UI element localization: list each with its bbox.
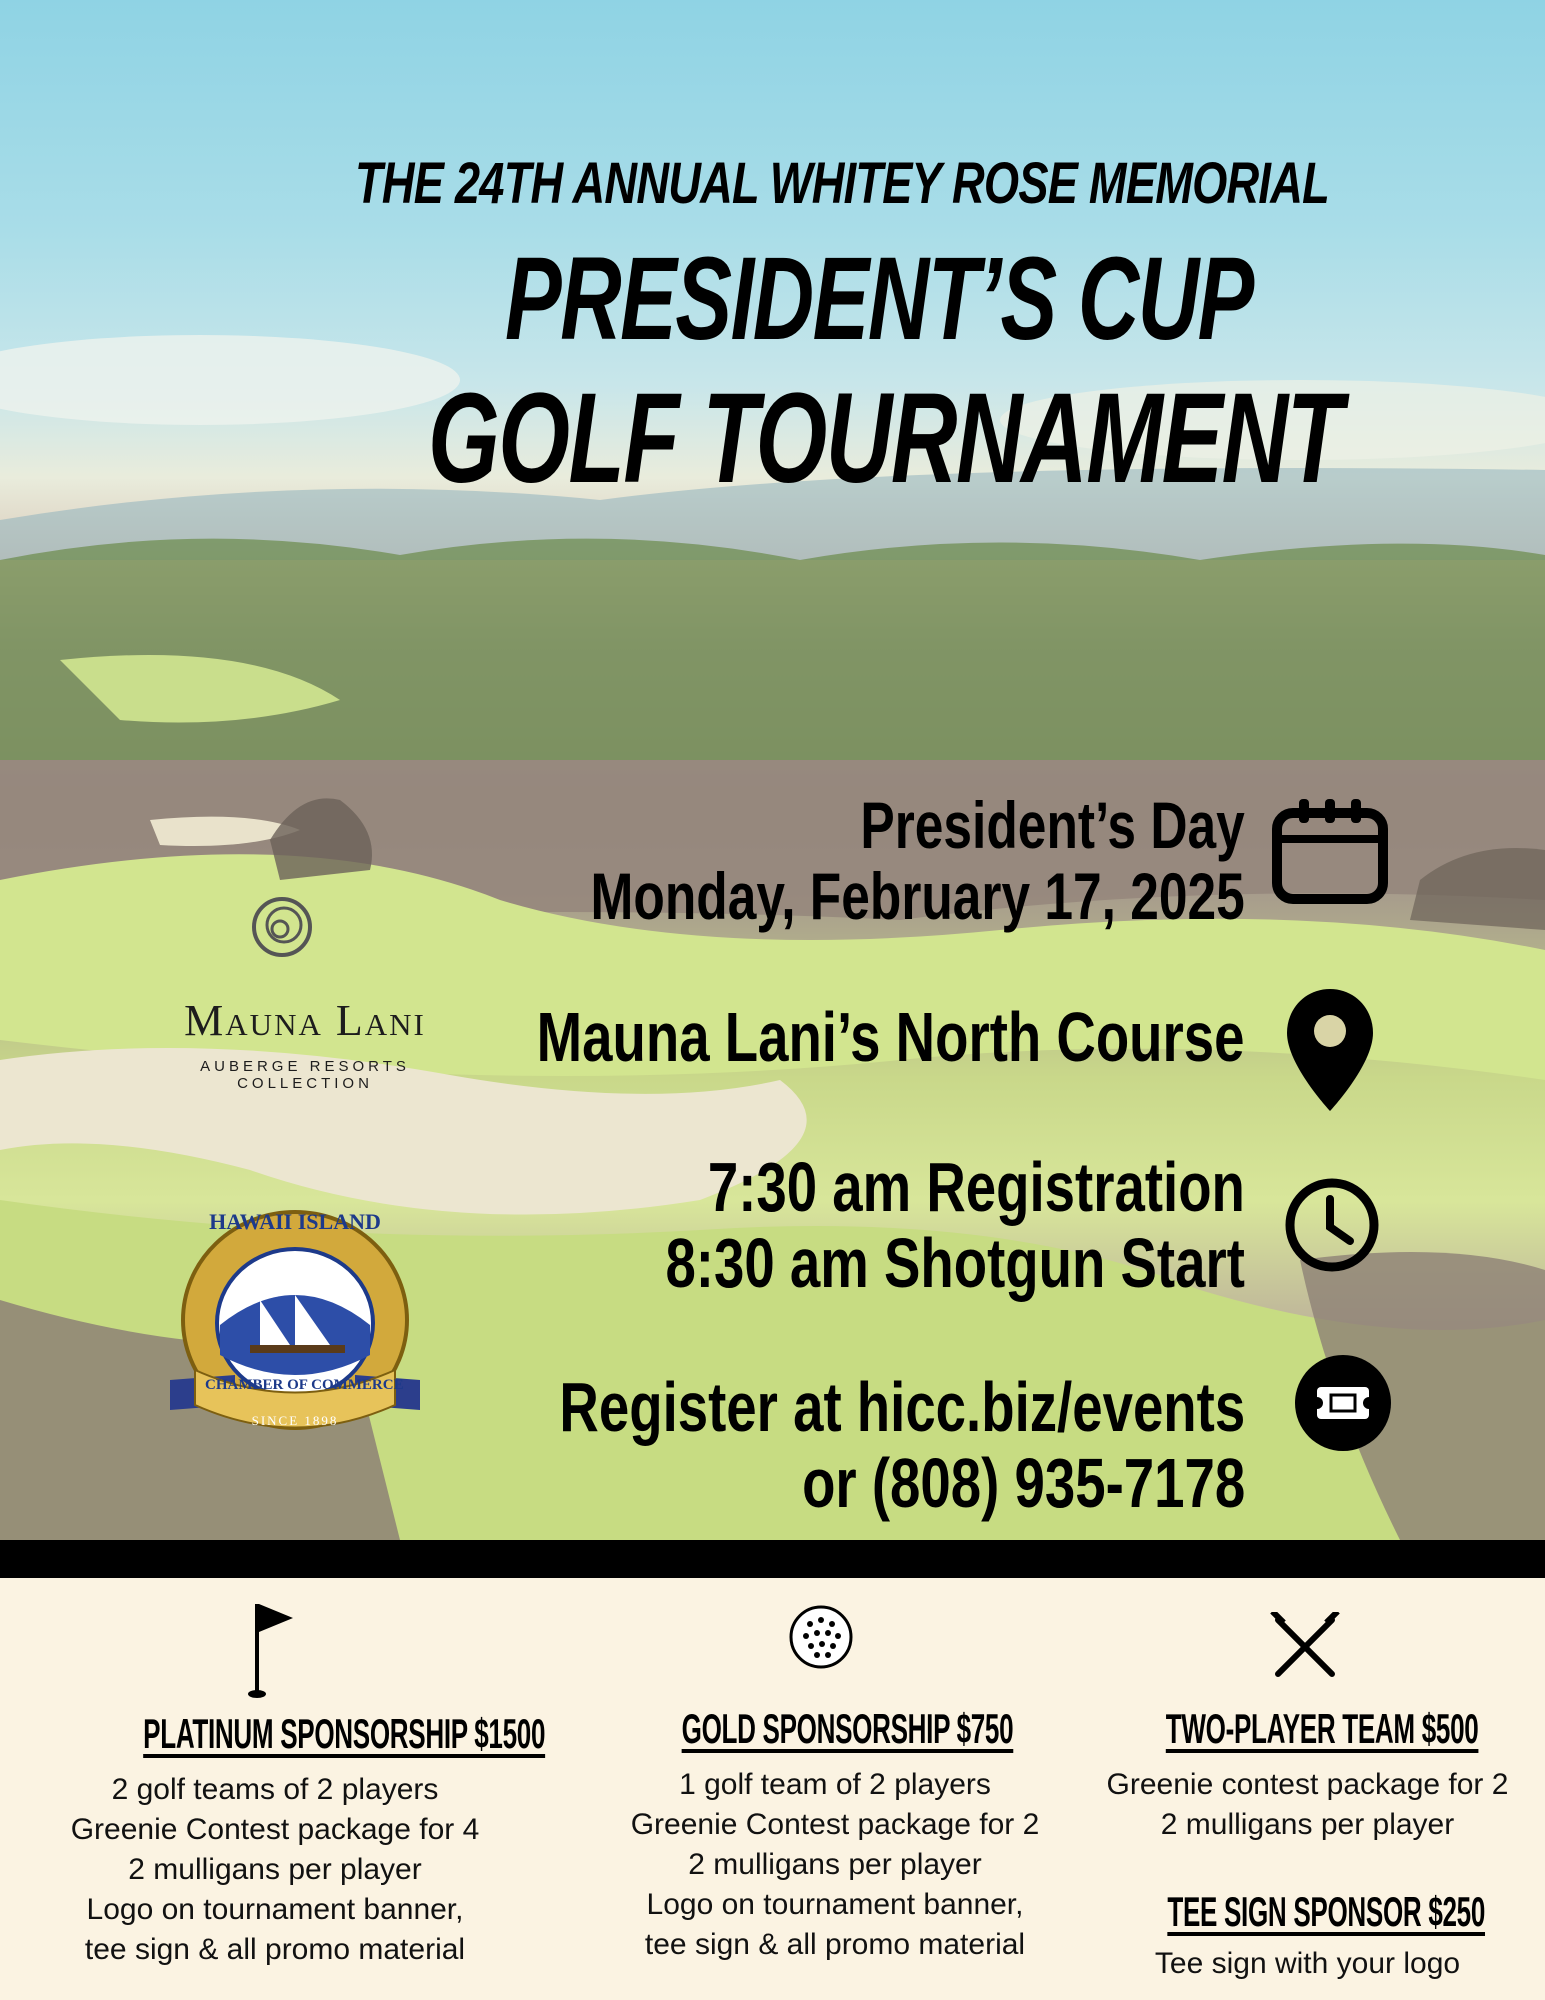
team-title: TWO-PLAYER TEAM $500: [1165, 1705, 1479, 1752]
tee-sign-sponsor: [1070, 1888, 1545, 1984]
tee-title: TEE SIGN SPONSOR $250: [1167, 1888, 1486, 1935]
team-line: 2 mulligans per player: [1160, 1808, 1455, 1841]
event-title-line2: GOLF TOURNAMENT: [428, 367, 1342, 510]
date-full: Monday, February 17, 2025: [590, 859, 1245, 934]
register-phone[interactable]: or (808) 935-7178: [801, 1443, 1245, 1522]
chamber-of-commerce-logo: [165, 1205, 425, 1445]
tee-line: Tee sign with your logo: [1154, 1947, 1461, 1980]
platinum-line: Greenie Contest package for 4: [70, 1813, 480, 1846]
event-subtitle: THE 24TH ANNUAL WHITEY ROSE MEMORIAL: [355, 151, 1329, 216]
clock-icon: [1272, 1165, 1392, 1285]
course-name: Mauna Lani’s North Course: [537, 998, 1245, 1076]
golf-flag-icon: [245, 1600, 295, 1705]
register-block: [559, 1370, 1245, 1521]
crossed-tees-icon: [1270, 1612, 1340, 1687]
gold-line: Greenie Contest package for 2: [630, 1808, 1040, 1841]
time-block: [666, 1150, 1245, 1301]
gold-line: 2 mulligans per player: [688, 1848, 982, 1881]
mauna-lani-logo: [135, 995, 475, 1092]
gold-title: GOLD SPONSORSHIP $750: [681, 1705, 1014, 1752]
mauna-lani-name: Mauna Lani: [184, 996, 426, 1045]
two-player-team: [1070, 1705, 1545, 1845]
registration-time: 7:30 am Registration: [707, 1148, 1245, 1226]
platinum-line: Logo on tournament banner,: [86, 1893, 464, 1926]
date-holiday: President’s Day: [860, 788, 1245, 862]
platinum-line: 2 golf teams of 2 players: [111, 1773, 439, 1806]
date-block: [591, 790, 1245, 933]
platinum-sponsorship: [20, 1710, 546, 1970]
location-block: [537, 1000, 1245, 1076]
ticket-icon: [1283, 1343, 1403, 1463]
gold-line: 1 golf team of 2 players: [679, 1768, 991, 1801]
gold-line: Logo on tournament banner,: [646, 1888, 1024, 1921]
team-line: Greenie contest package for 2: [1106, 1768, 1509, 1801]
divider-band: [0, 1540, 1545, 1578]
event-title-line1: PRESIDENT’S CUP: [505, 233, 1253, 365]
shotgun-start-time: 8:30 am Shotgun Start: [665, 1223, 1245, 1302]
register-link[interactable]: Register at hicc.biz/events: [559, 1368, 1245, 1446]
gold-line: tee sign & all promo material: [644, 1928, 1026, 1961]
platinum-line: tee sign & all promo material: [84, 1933, 466, 1966]
platinum-line: 2 mulligans per player: [128, 1853, 422, 1886]
chamber-top-text: HAWAII ISLAND: [209, 1209, 381, 1234]
chamber-ribbon-text: CHAMBER OF COMMERCE: [205, 1377, 404, 1393]
chamber-since-text: SINCE 1898: [251, 1413, 339, 1428]
platinum-title: PLATINUM SPONSORSHIP $1500: [143, 1710, 546, 1757]
location-pin-icon: [1270, 985, 1390, 1115]
mauna-lani-logo-swirl: [250, 895, 314, 964]
gold-sponsorship: [580, 1705, 1090, 1965]
golf-ball-icon: [788, 1604, 854, 1675]
calendar-icon: [1270, 790, 1390, 910]
mauna-lani-subtitle: AUBERGE RESORTS COLLECTION: [200, 1058, 410, 1092]
